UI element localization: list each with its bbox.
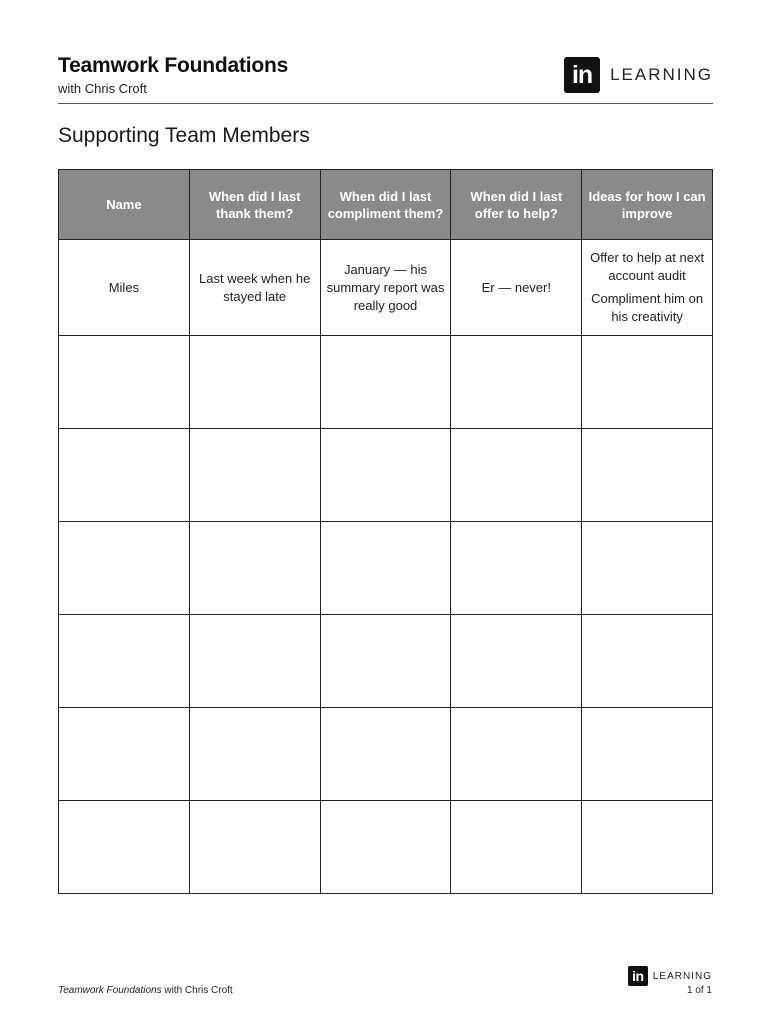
empty-cell[interactable]	[320, 522, 451, 615]
idea-text: Offer to help at next account audit	[590, 250, 705, 283]
empty-cell[interactable]	[451, 615, 582, 708]
table-row-empty	[59, 336, 713, 429]
empty-cell[interactable]	[189, 615, 320, 708]
empty-cell[interactable]	[451, 801, 582, 894]
empty-cell[interactable]	[582, 522, 713, 615]
empty-cell[interactable]	[451, 429, 582, 522]
table-row-empty	[59, 429, 713, 522]
empty-cell[interactable]	[320, 801, 451, 894]
empty-cell[interactable]	[582, 429, 713, 522]
column-header-thank: When did I last thank them?	[189, 170, 320, 240]
empty-cell[interactable]	[582, 615, 713, 708]
footer-course-credit	[58, 985, 233, 996]
worksheet-table	[58, 169, 713, 894]
empty-cell[interactable]	[582, 336, 713, 429]
cell-ideas	[582, 240, 713, 336]
empty-cell[interactable]	[320, 429, 451, 522]
cell-compliment: January — his summary report was really good	[320, 240, 451, 336]
table-row	[59, 240, 713, 336]
empty-cell[interactable]	[189, 708, 320, 801]
table-header-row	[59, 170, 713, 240]
footer-with-text: with Chris Croft	[161, 985, 233, 996]
empty-cell[interactable]	[189, 522, 320, 615]
header-divider	[58, 103, 713, 104]
empty-cell[interactable]	[189, 336, 320, 429]
learning-wordmark: LEARNING	[610, 65, 713, 84]
empty-cell[interactable]	[582, 801, 713, 894]
table-row-empty	[59, 522, 713, 615]
linkedin-in-icon: in	[564, 57, 600, 93]
empty-cell[interactable]	[59, 522, 190, 615]
empty-cell[interactable]	[189, 801, 320, 894]
empty-cell[interactable]	[320, 615, 451, 708]
empty-cell[interactable]	[320, 336, 451, 429]
column-header-compliment: When did I last compliment them?	[320, 170, 451, 240]
cell-thank: Last week when he stayed late	[189, 240, 320, 336]
empty-cell[interactable]	[189, 429, 320, 522]
section-title: Supporting Team Members	[58, 124, 310, 147]
linkedin-in-icon: in	[628, 966, 648, 986]
empty-cell[interactable]	[59, 615, 190, 708]
table-row-empty	[59, 708, 713, 801]
cell-offer: Er — never!	[451, 240, 582, 336]
empty-cell[interactable]	[59, 429, 190, 522]
idea-text: Compliment him on his creativity	[591, 291, 704, 324]
empty-cell[interactable]	[582, 708, 713, 801]
empty-cell[interactable]	[451, 522, 582, 615]
empty-cell[interactable]	[451, 336, 582, 429]
footer-course-title: Teamwork Foundations	[58, 985, 162, 996]
column-header-ideas: Ideas for how I can improve	[582, 170, 713, 240]
linkedin-learning-logo	[564, 57, 713, 93]
empty-cell[interactable]	[59, 336, 190, 429]
empty-cell[interactable]	[59, 801, 190, 894]
table-row-empty	[59, 801, 713, 894]
learning-wordmark: LEARNING	[652, 970, 712, 982]
page-number: 1 of 1	[686, 985, 712, 996]
footer-linkedin-learning-logo	[628, 966, 712, 986]
instructor-subtitle: with Chris Croft	[58, 81, 147, 96]
empty-cell[interactable]	[59, 708, 190, 801]
empty-cell[interactable]	[451, 708, 582, 801]
course-title: Teamwork Foundations	[58, 54, 289, 77]
column-header-name: Name	[59, 170, 190, 240]
column-header-offer: When did I last offer to help?	[451, 170, 582, 240]
document-header	[58, 52, 713, 104]
empty-cell[interactable]	[320, 708, 451, 801]
table-row-empty	[59, 615, 713, 708]
cell-name: Miles	[59, 240, 190, 336]
